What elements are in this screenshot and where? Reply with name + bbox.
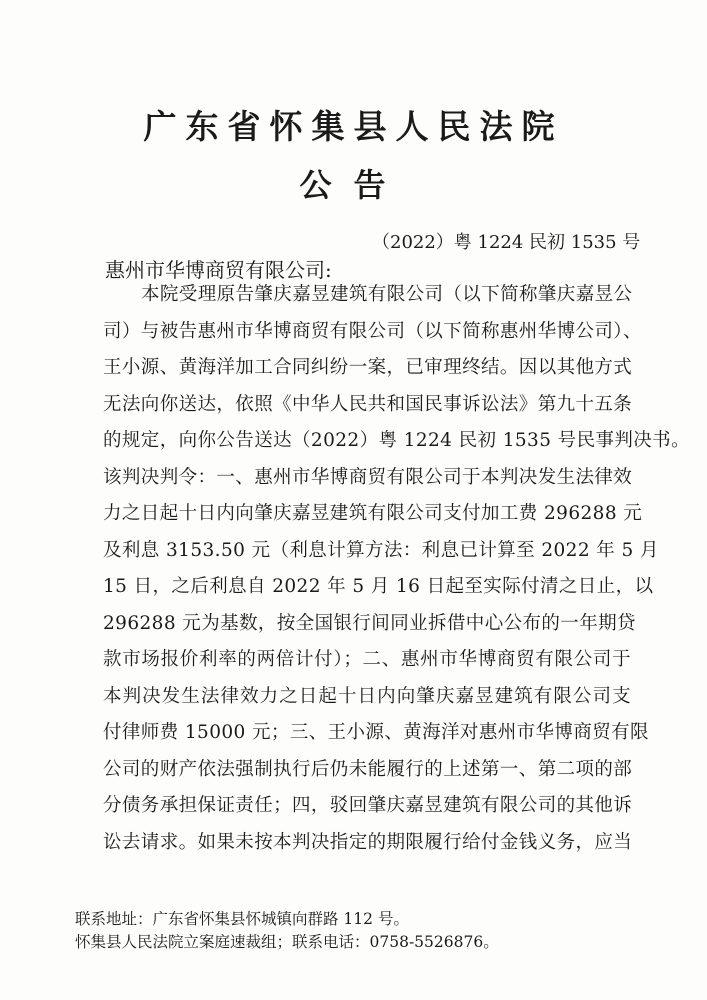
body-line: 司）与被告惠州市华博商贸有限公司（以下简称惠州华博公司）、	[103, 320, 642, 342]
body-line: 及利息 3153.50 元（利息计算方法：利息已计算至 2022 年 5 月	[103, 539, 659, 561]
body-line: 王小源、黄海洋加工合同纠纷一案，已审理终结。因以其他方式	[103, 357, 633, 378]
body-line: 分债务承担保证责任；四，驳回肇庆嘉昱建筑有限公司的其他诉	[103, 795, 633, 816]
body-line: 付律师费 15000 元；三、王小源、黄海洋对惠州市华博商贸有限	[103, 722, 649, 743]
body-line: 296288 元为基数，按全国银行间同业拆借中心公布的一年期贷	[103, 612, 636, 634]
body-line: 款市场报价利率的两倍计付）；二、惠州市华博商贸有限公司于	[103, 649, 631, 670]
contact-footer	[75, 908, 499, 954]
body-line: 力之日起十日内向肇庆嘉昱建筑有限公司支付加工费 296288 元	[103, 503, 643, 524]
body-line: 本判决发生法律效力之日起十日内向肇庆嘉昱建筑有限公司支	[103, 685, 631, 707]
body-line: 该判决判令：一、惠州市华博商贸有限公司于本判决发生法律效	[103, 466, 633, 488]
body-line: 15 日，之后利息自 2022 年 5 月 16 日起至实际付清之日止，以	[103, 576, 654, 597]
body-line: 本院受理原告肇庆嘉昱建筑有限公司（以下简称肇庆嘉昱公	[141, 284, 633, 305]
body-line: 无法向你送达，依照《中华人民共和国民事诉讼法》第九十五条	[103, 393, 633, 415]
body-line: 的规定，向你公告送达（2022）粤 1224 民初 1535 号民事判决书。	[103, 430, 690, 451]
court-name-title: 广东省怀集县人民法院	[143, 107, 564, 146]
announcement-body	[103, 277, 690, 861]
contact-address: 联系地址：广东省怀集县怀城镇向群路 112 号。	[75, 910, 409, 928]
contact-phone: 怀集县人民法院立案庭速裁组；联系电话：0758-5526876。	[75, 933, 499, 951]
body-line: 讼去请求。如果未按本判决指定的期限履行给付金钱义务，应当	[103, 831, 633, 853]
addressee: 惠州市华博商贸有限公司:	[105, 258, 332, 282]
case-number: （2022）粤 1224 民初 1535 号	[372, 232, 641, 253]
body-line: 公司的财产依法强制执行后仍未能履行的上述第一、第二项的部	[103, 758, 633, 780]
document-type-title: 公告	[299, 166, 408, 204]
